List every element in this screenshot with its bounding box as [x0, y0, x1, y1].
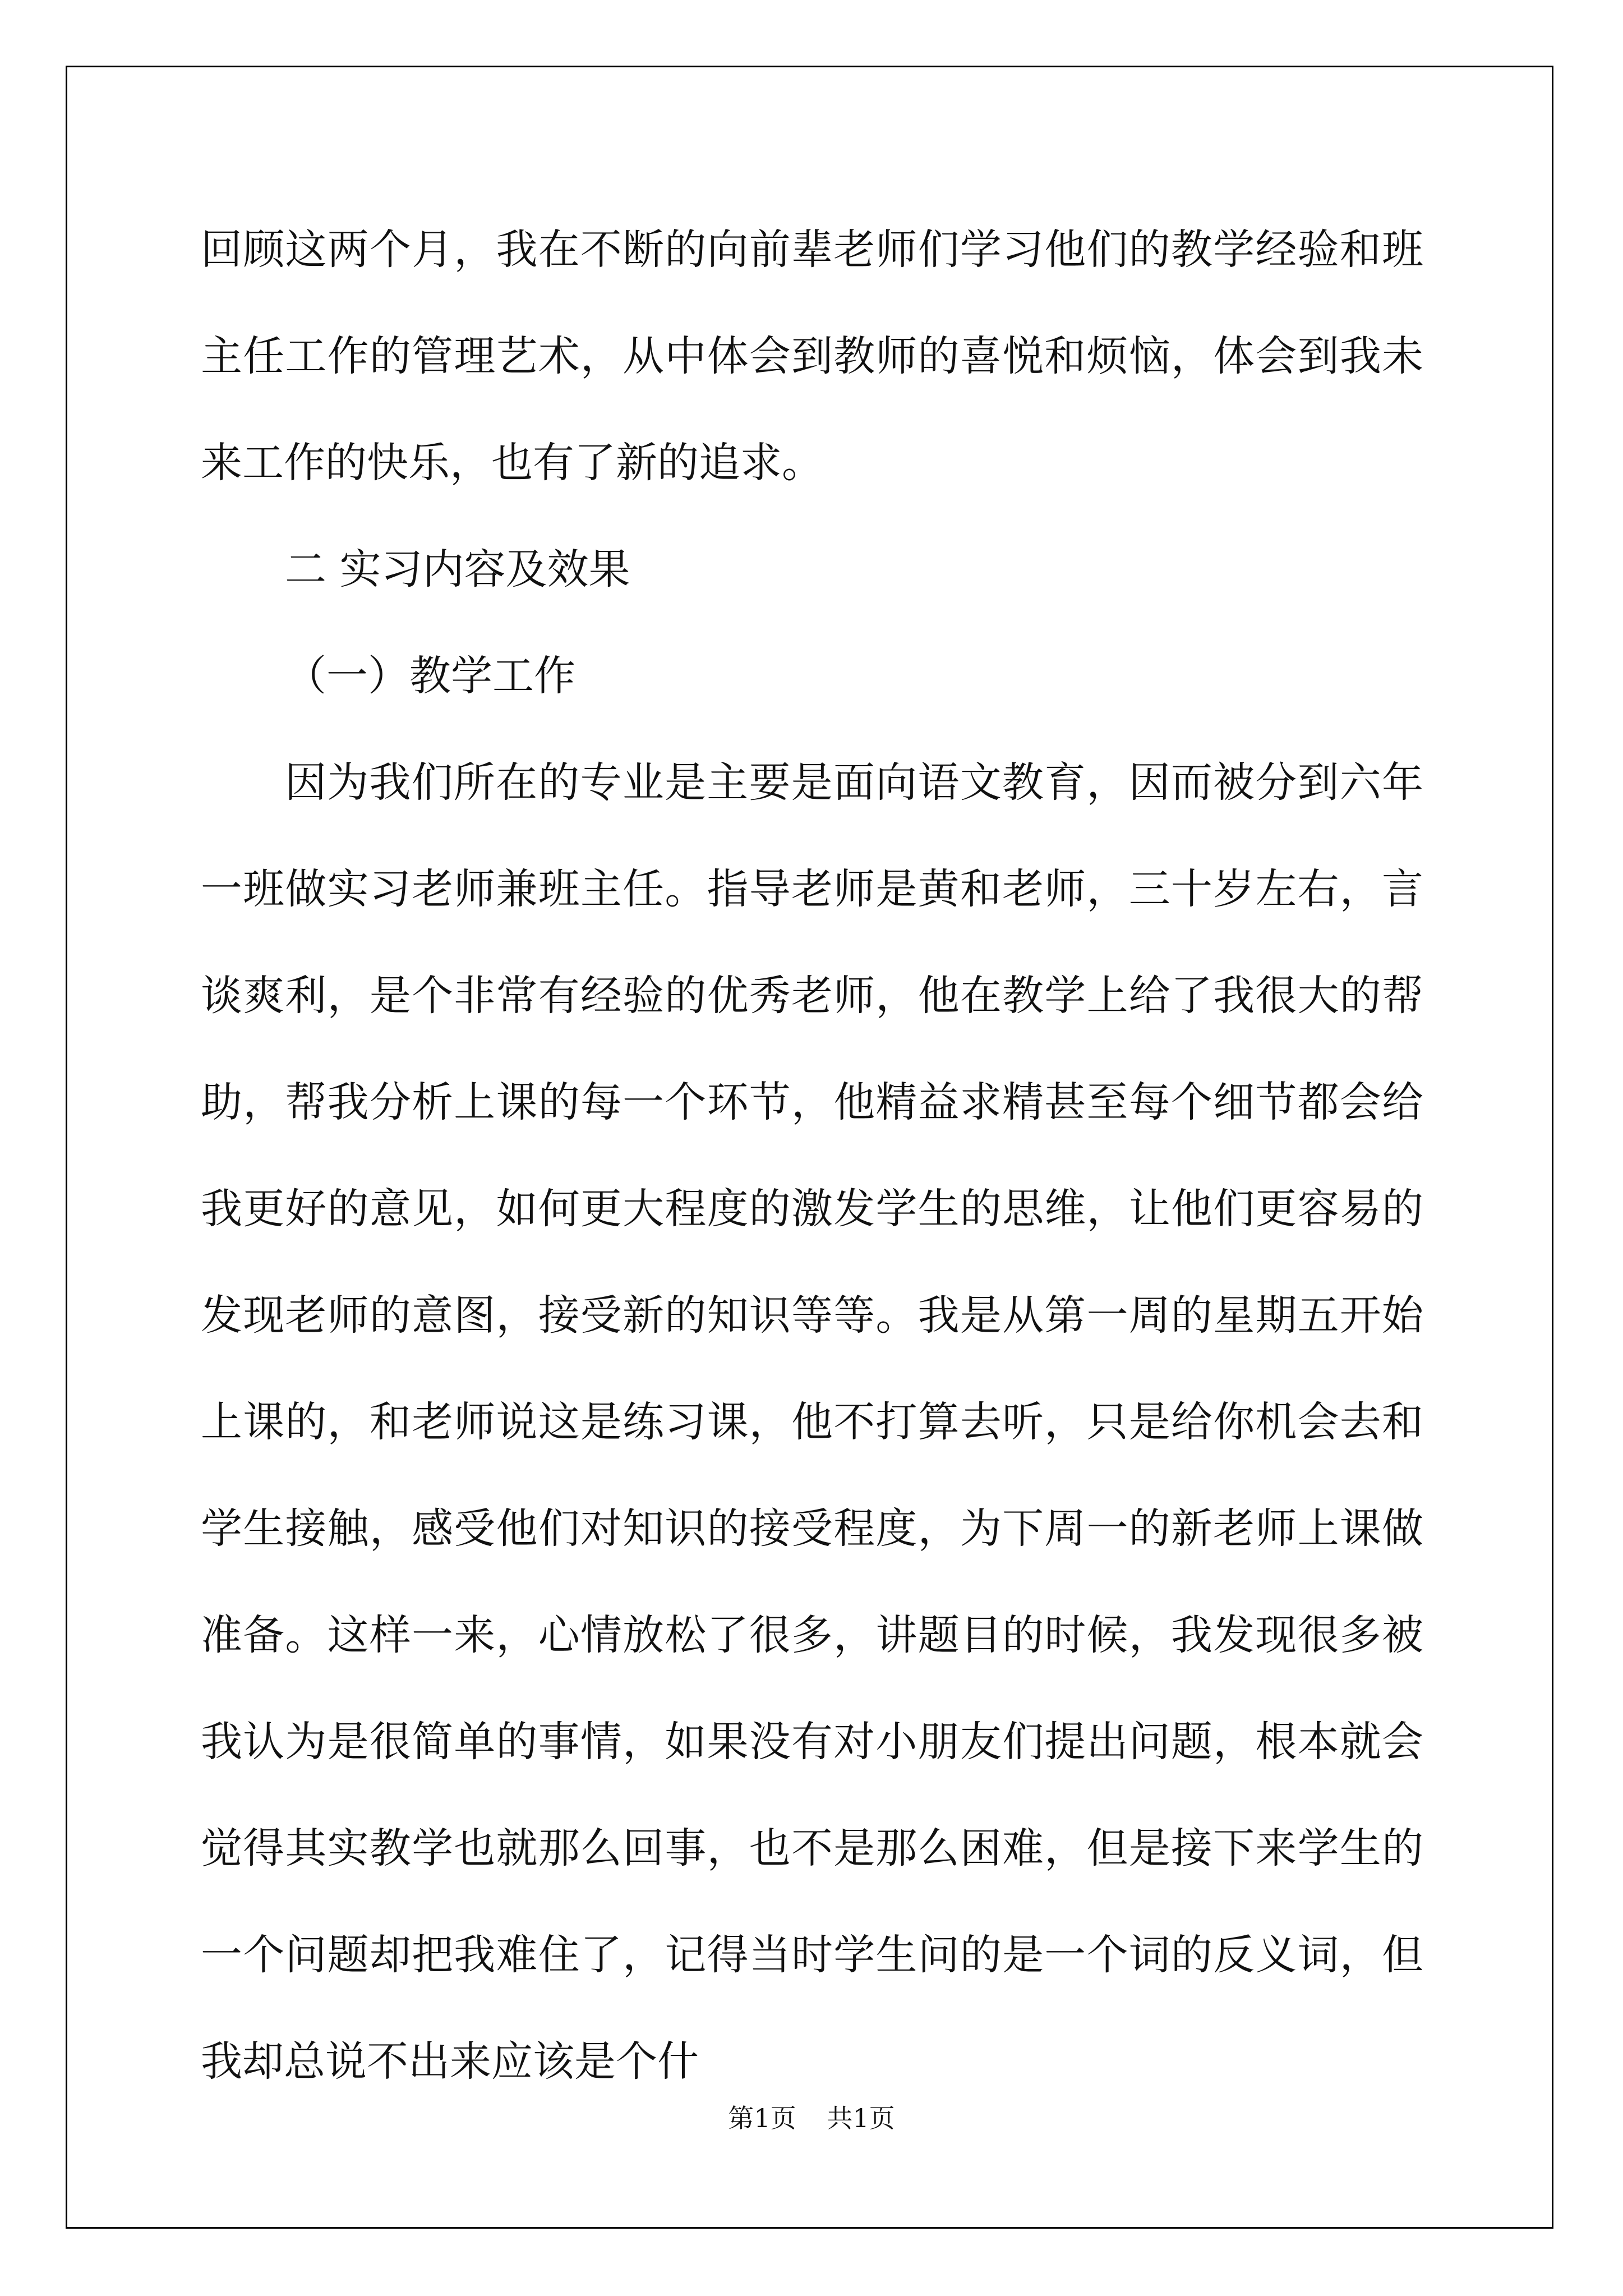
paragraph-review: 回顾这两个月，我在不断的向前辈老师们学习他们的教学经验和班主任工作的管理艺术，从中体会到教师的喜悦和烦恼，体会到我未来工作的快乐，也有了新的追求。: [201, 226, 1423, 487]
page-number-total: 共1页: [827, 2103, 895, 2133]
document-body-main: [201, 516, 1423, 2115]
subsection-heading: （一）教学工作: [285, 652, 575, 700]
paragraph-teaching: 因为我们所在的专业是主要是面向语文教育，因而被分到六年一班做实习老师兼班主任。指导老师是黄和老师，三十岁左右，言谈爽利，是个非常有经验的优秀老师，他在教学上给了我很大的帮助，帮我分析上课的每一个环节，他精益求精甚至每个细节都会给我更好的意见，如何更大程度的激发学生的思维，让他们更容易的发现老师的意图，接受新的知识等等。我是从第一周的星期五开始上课的，和老师说这是练习课，他不打算去听，只是给你机会去和学生接触，感受他们对知识的接受程度，为下周一的新老师上课做准备。这样一来，心情放松了很多，讲题目的时候，我发现很多被我认为是很简单的事情，如果没有对小朋友们提出问题，根本就会觉得其实教学也就那么回事，也不是那么困难，但是接下来学生的一个问题却把我难住了，记得当时学生问的是一个词的反义词，但我却总说不出来应该是个什: [201, 758, 1423, 2086]
section-heading: 二 实习内容及效果: [285, 545, 630, 593]
page-number-current: 第1页: [728, 2103, 796, 2133]
page-footer: [0, 2098, 1623, 2135]
document-body-top: [201, 196, 1423, 516]
